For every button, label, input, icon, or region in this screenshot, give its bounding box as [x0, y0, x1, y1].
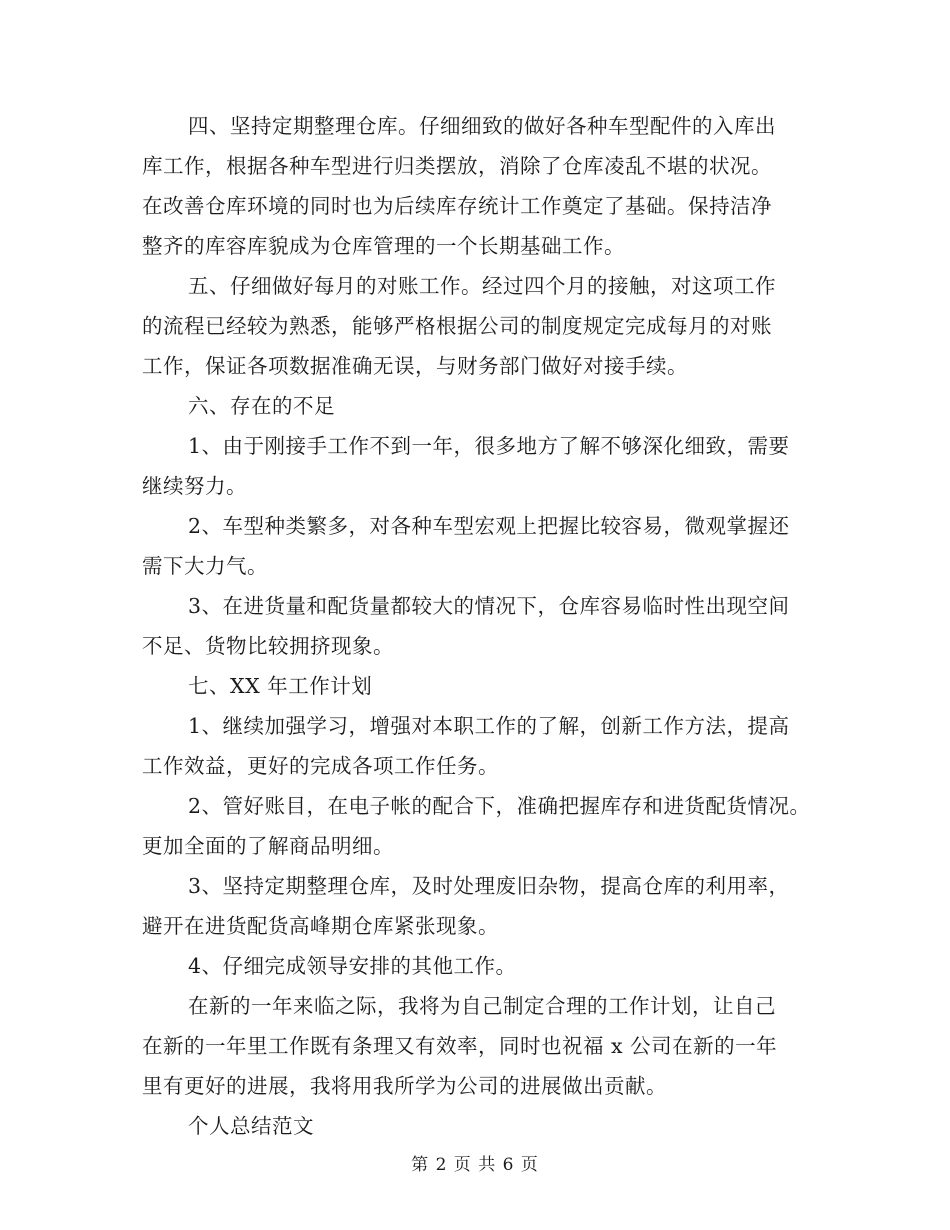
paragraph-plan-2 — [142, 790, 822, 862]
text-line: 不足、货物比较拥挤现象。 — [142, 634, 394, 658]
text-line: 六、存在的不足 — [188, 394, 335, 418]
paragraph-plan-3 — [142, 870, 822, 942]
text-line: 个人总结范文 — [188, 1114, 314, 1138]
text-line: 3、在进货量和配货量都较大的情况下，仓库容易临时性出现空间 — [188, 594, 790, 618]
text-line: 库工作，根据各种车型进行归类摆放，消除了仓库凌乱不堪的状况。 — [142, 154, 772, 178]
text-line: 四、坚持定期整理仓库。仔细细致的做好各种车型配件的入库出 — [188, 114, 776, 138]
text-line: 1、继续加强学习，增强对本职工作的了解，创新工作方法，提高 — [188, 714, 790, 738]
text-line: 在新的一年里工作既有条理又有效率，同时也祝福 x 公司在新的一年 — [142, 1034, 778, 1058]
text-line: 在改善仓库环境的同时也为后续库存统计工作奠定了基础。保持洁净 — [142, 194, 772, 218]
text-line: 工作效益，更好的完成各项工作任务。 — [142, 754, 499, 778]
text-line: 2、管好账目，在电子帐的配合下，准确把握库存和进货配货情况。 — [188, 794, 811, 818]
text-line: 1、由于刚接手工作不到一年，很多地方了解不够深化细致，需要 — [188, 434, 790, 458]
text-line: 工作，保证各项数据准确无误，与财务部门做好对接手续。 — [142, 354, 688, 378]
paragraph-closing — [142, 990, 822, 1102]
paragraph-warehouse-organizing — [142, 110, 822, 262]
text-line: 更加全面的了解商品明细。 — [142, 834, 394, 858]
text-line: 里有更好的进展，我将用我所学为公司的进展做出贡献。 — [142, 1074, 667, 1098]
text-line: 的流程已经较为熟悉，能够严格根据公司的制度规定完成每月的对账 — [142, 314, 772, 338]
text-line: 五、仔细做好每月的对账工作。经过四个月的接触，对这项工作 — [188, 274, 776, 298]
text-line: 整齐的库容库貌成为仓库管理的一个长期基础工作。 — [142, 234, 625, 258]
text-line: 七、XX 年工作计划 — [188, 674, 373, 698]
paragraph-shortcoming-1 — [142, 430, 822, 502]
document-body — [142, 110, 822, 1142]
text-line: 需下大力气。 — [142, 554, 268, 578]
paragraph-plan-4 — [142, 950, 822, 982]
paragraph-shortcoming-3 — [142, 590, 822, 662]
text-line: 4、仔细完成领导安排的其他工作。 — [188, 954, 517, 978]
section-heading-personal-summary — [142, 1110, 822, 1142]
section-heading-shortcomings — [142, 390, 822, 422]
paragraph-shortcoming-2 — [142, 510, 822, 582]
text-line: 避开在进货配货高峰期仓库紧张现象。 — [142, 914, 499, 938]
paragraph-plan-1 — [142, 710, 822, 782]
text-line: 3、坚持定期整理仓库，及时处理废旧杂物，提高仓库的利用率， — [188, 874, 790, 898]
text-line: 继续努力。 — [142, 474, 247, 498]
text-line: 在新的一年来临之际，我将为自己制定合理的工作计划，让自己 — [188, 994, 776, 1018]
text-line: 2、车型种类繁多，对各种车型宏观上把握比较容易，微观掌握还 — [188, 514, 790, 538]
section-heading-work-plan — [142, 670, 822, 702]
page-number-footer: 第 2 页 共 6 页 — [411, 1155, 539, 1175]
paragraph-monthly-reconciliation — [142, 270, 822, 382]
